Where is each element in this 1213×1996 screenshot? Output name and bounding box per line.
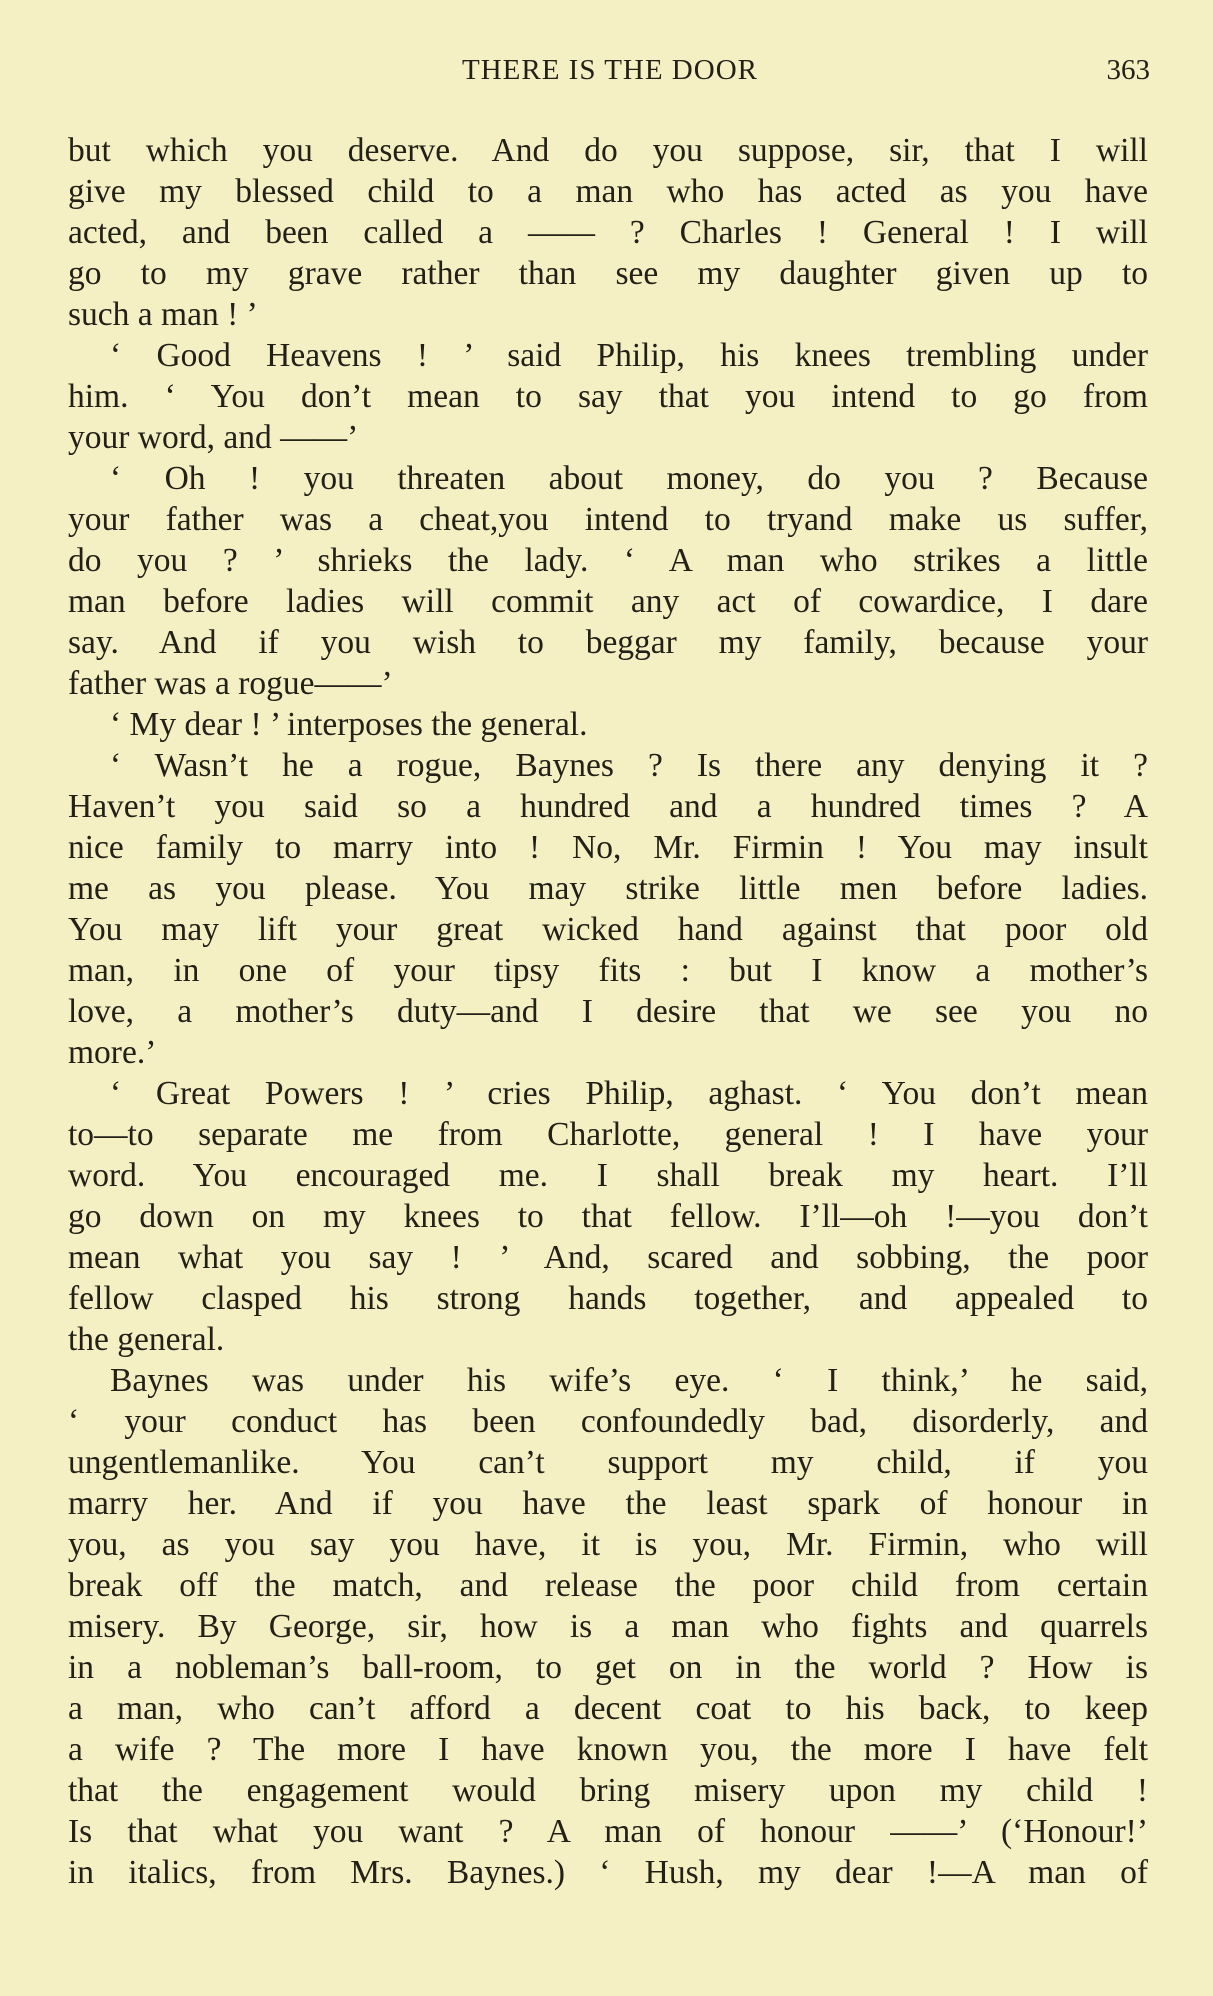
text-line: go down on my knees to that fellow. I’ll—oh !—you don’t xyxy=(68,1198,1148,1235)
text-line: your word, and ——’ xyxy=(68,419,359,456)
text-line: more.’ xyxy=(68,1034,157,1071)
text-line: Baynes was under his wife’s eye. ‘ I think,’ he said, xyxy=(110,1362,1148,1399)
text-line: love, a mother’s duty—and I desire that we see you no xyxy=(68,993,1148,1030)
text-line: man before ladies will commit any act of cowardice, I dare xyxy=(68,583,1148,620)
text-line: mean what you say ! ’ And, scared and sobbing, the poor xyxy=(68,1239,1148,1276)
text-line: man, in one of your tipsy fits : but I know a mother’s xyxy=(68,952,1148,989)
text-line: marry her. And if you have the least spark of honour in xyxy=(68,1485,1148,1522)
text-line: him. ‘ You don’t mean to say that you intend to go from xyxy=(68,378,1148,415)
text-line: ‘ Oh ! you threaten about money, do you ? Because xyxy=(110,460,1148,497)
running-title: THERE IS THE DOOR xyxy=(462,54,758,86)
text-line: nice family to marry into ! No, Mr. Firmin ! You may insult xyxy=(68,829,1148,866)
text-line: to—to separate me from Charlotte, general ! I have your xyxy=(68,1116,1148,1153)
text-line: a wife ? The more I have known you, the more I have felt xyxy=(68,1731,1148,1768)
text-line: that the engagement would bring misery upon my child ! xyxy=(68,1772,1148,1809)
text-line: word. You encouraged me. I shall break my heart. I’ll xyxy=(68,1157,1148,1194)
text-line: break off the match, and release the poor child from certain xyxy=(68,1567,1148,1604)
text-line: your father was a cheat,you intend to tryand make us suffer, xyxy=(68,501,1148,538)
running-head xyxy=(70,54,1150,94)
text-line: ‘ your conduct has been confoundedly bad, disorderly, and xyxy=(68,1403,1148,1440)
text-line: ‘ Wasn’t he a rogue, Baynes ? Is there any denying it ? xyxy=(110,747,1148,784)
text-line: You may lift your great wicked hand against that poor old xyxy=(68,911,1148,948)
text-line: but which you deserve. And do you suppose, sir, that I will xyxy=(68,132,1148,169)
text-line: acted, and been called a —— ? Charles ! General ! I will xyxy=(68,214,1148,251)
text-line: ungentlemanlike. You can’t support my child, if you xyxy=(68,1444,1148,1481)
text-line: in a nobleman’s ball-room, to get on in the world ? How is xyxy=(68,1649,1148,1686)
text-line: ‘ Great Powers ! ’ cries Philip, aghast. ‘ You don’t mean xyxy=(110,1075,1148,1112)
text-line: in italics, from Mrs. Baynes.) ‘ Hush, my dear !—A man of xyxy=(68,1854,1148,1891)
text-line: fellow clasped his strong hands together, and appealed to xyxy=(68,1280,1148,1317)
text-line: give my blessed child to a man who has acted as you have xyxy=(68,173,1148,210)
text-line: father was a rogue——’ xyxy=(68,665,393,702)
text-line: go to my grave rather than see my daughter given up to xyxy=(68,255,1148,292)
text-line: ‘ My dear ! ’ interposes the general. xyxy=(110,706,588,743)
text-line: such a man ! ’ xyxy=(68,296,258,333)
text-line: say. And if you wish to beggar my family, because your xyxy=(68,624,1148,661)
text-line: the general. xyxy=(68,1321,225,1358)
text-line: ‘ Good Heavens ! ’ said Philip, his knees trembling under xyxy=(110,337,1148,374)
body-text xyxy=(68,130,1148,1893)
text-line: a man, who can’t afford a decent coat to his back, to keep xyxy=(68,1690,1148,1727)
text-line: me as you please. You may strike little men before ladies. xyxy=(68,870,1148,907)
page-number: 363 xyxy=(1106,54,1150,86)
text-line: misery. By George, sir, how is a man who fights and quarrels xyxy=(68,1608,1148,1645)
text-line: Is that what you want ? A man of honour ——’ (‘Honour!’ xyxy=(68,1813,1148,1850)
text-line: you, as you say you have, it is you, Mr. Firmin, who will xyxy=(68,1526,1148,1563)
text-line: do you ? ’ shrieks the lady. ‘ A man who strikes a little xyxy=(68,542,1148,579)
text-line: Haven’t you said so a hundred and a hundred times ? A xyxy=(68,788,1148,825)
